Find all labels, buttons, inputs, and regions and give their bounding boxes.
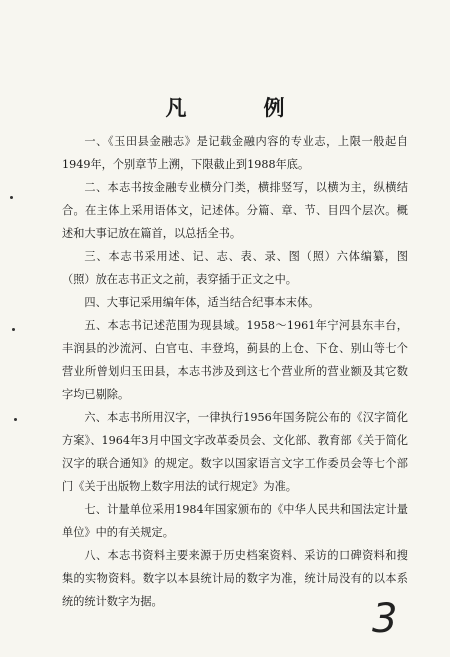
paragraph-4: 四、大事记采用编年体，适当结合纪事本末体。	[84, 296, 320, 309]
paragraph-5: 五、本志书记述范围为现县域。1958～1961年宁河县东丰台，丰润县的沙流河、白官屯、丰登坞，蓟县的上仓、下仓、别山等七个营业所曾划归玉田县，本志书涉及到这七个营业所的营业额及其它数字均已剔除。	[62, 319, 408, 401]
text-body	[62, 130, 408, 613]
scan-speck	[14, 418, 17, 421]
page-title: 凡 例	[165, 95, 313, 120]
paragraph-2: 二、本志书按金融专业横分门类，横排竖写，以横为主，纵横结合。在主体上采用语体文，记述体。分篇、章、节、目四个层次。概述和大事记放在篇首，以总括全书。	[62, 181, 408, 240]
page-number: 3	[372, 596, 398, 642]
scan-speck	[12, 328, 15, 331]
paragraph-3: 三、本志书采用述、记、志、表、录、图（照）六体编纂，图（照）放在志书正文之前，表穿插于正文之中。	[62, 250, 408, 286]
paragraph-6: 六、本志书所用汉字，一律执行1956年国务院公布的《汉字简化方案》、1964年3月中国文字改革委员会、文化部、教育部《关于简化汉字的联合通知》的规定。数字以国家语言文字工作委员会等七个部门《关于出版物上数字用法的试行规定》为准。	[62, 411, 408, 493]
paragraph-8: 八、本志书资料主要来源于历史档案资料、采访的口碑资料和搜集的实物资料。数字以本县统计局的数字为准，统计局没有的以本系统的统计数字为据。	[62, 549, 408, 608]
paragraph-7: 七、计量单位采用1984年国家颁布的《中华人民共和国法定计量单位》中的有关规定。	[62, 503, 408, 539]
scan-speck	[10, 196, 13, 199]
paragraph-1: 一、《玉田县金融志》是记载金融内容的专业志，上限一般起自1949年，个别章节上溯，下限截止到1988年底。	[62, 135, 408, 171]
